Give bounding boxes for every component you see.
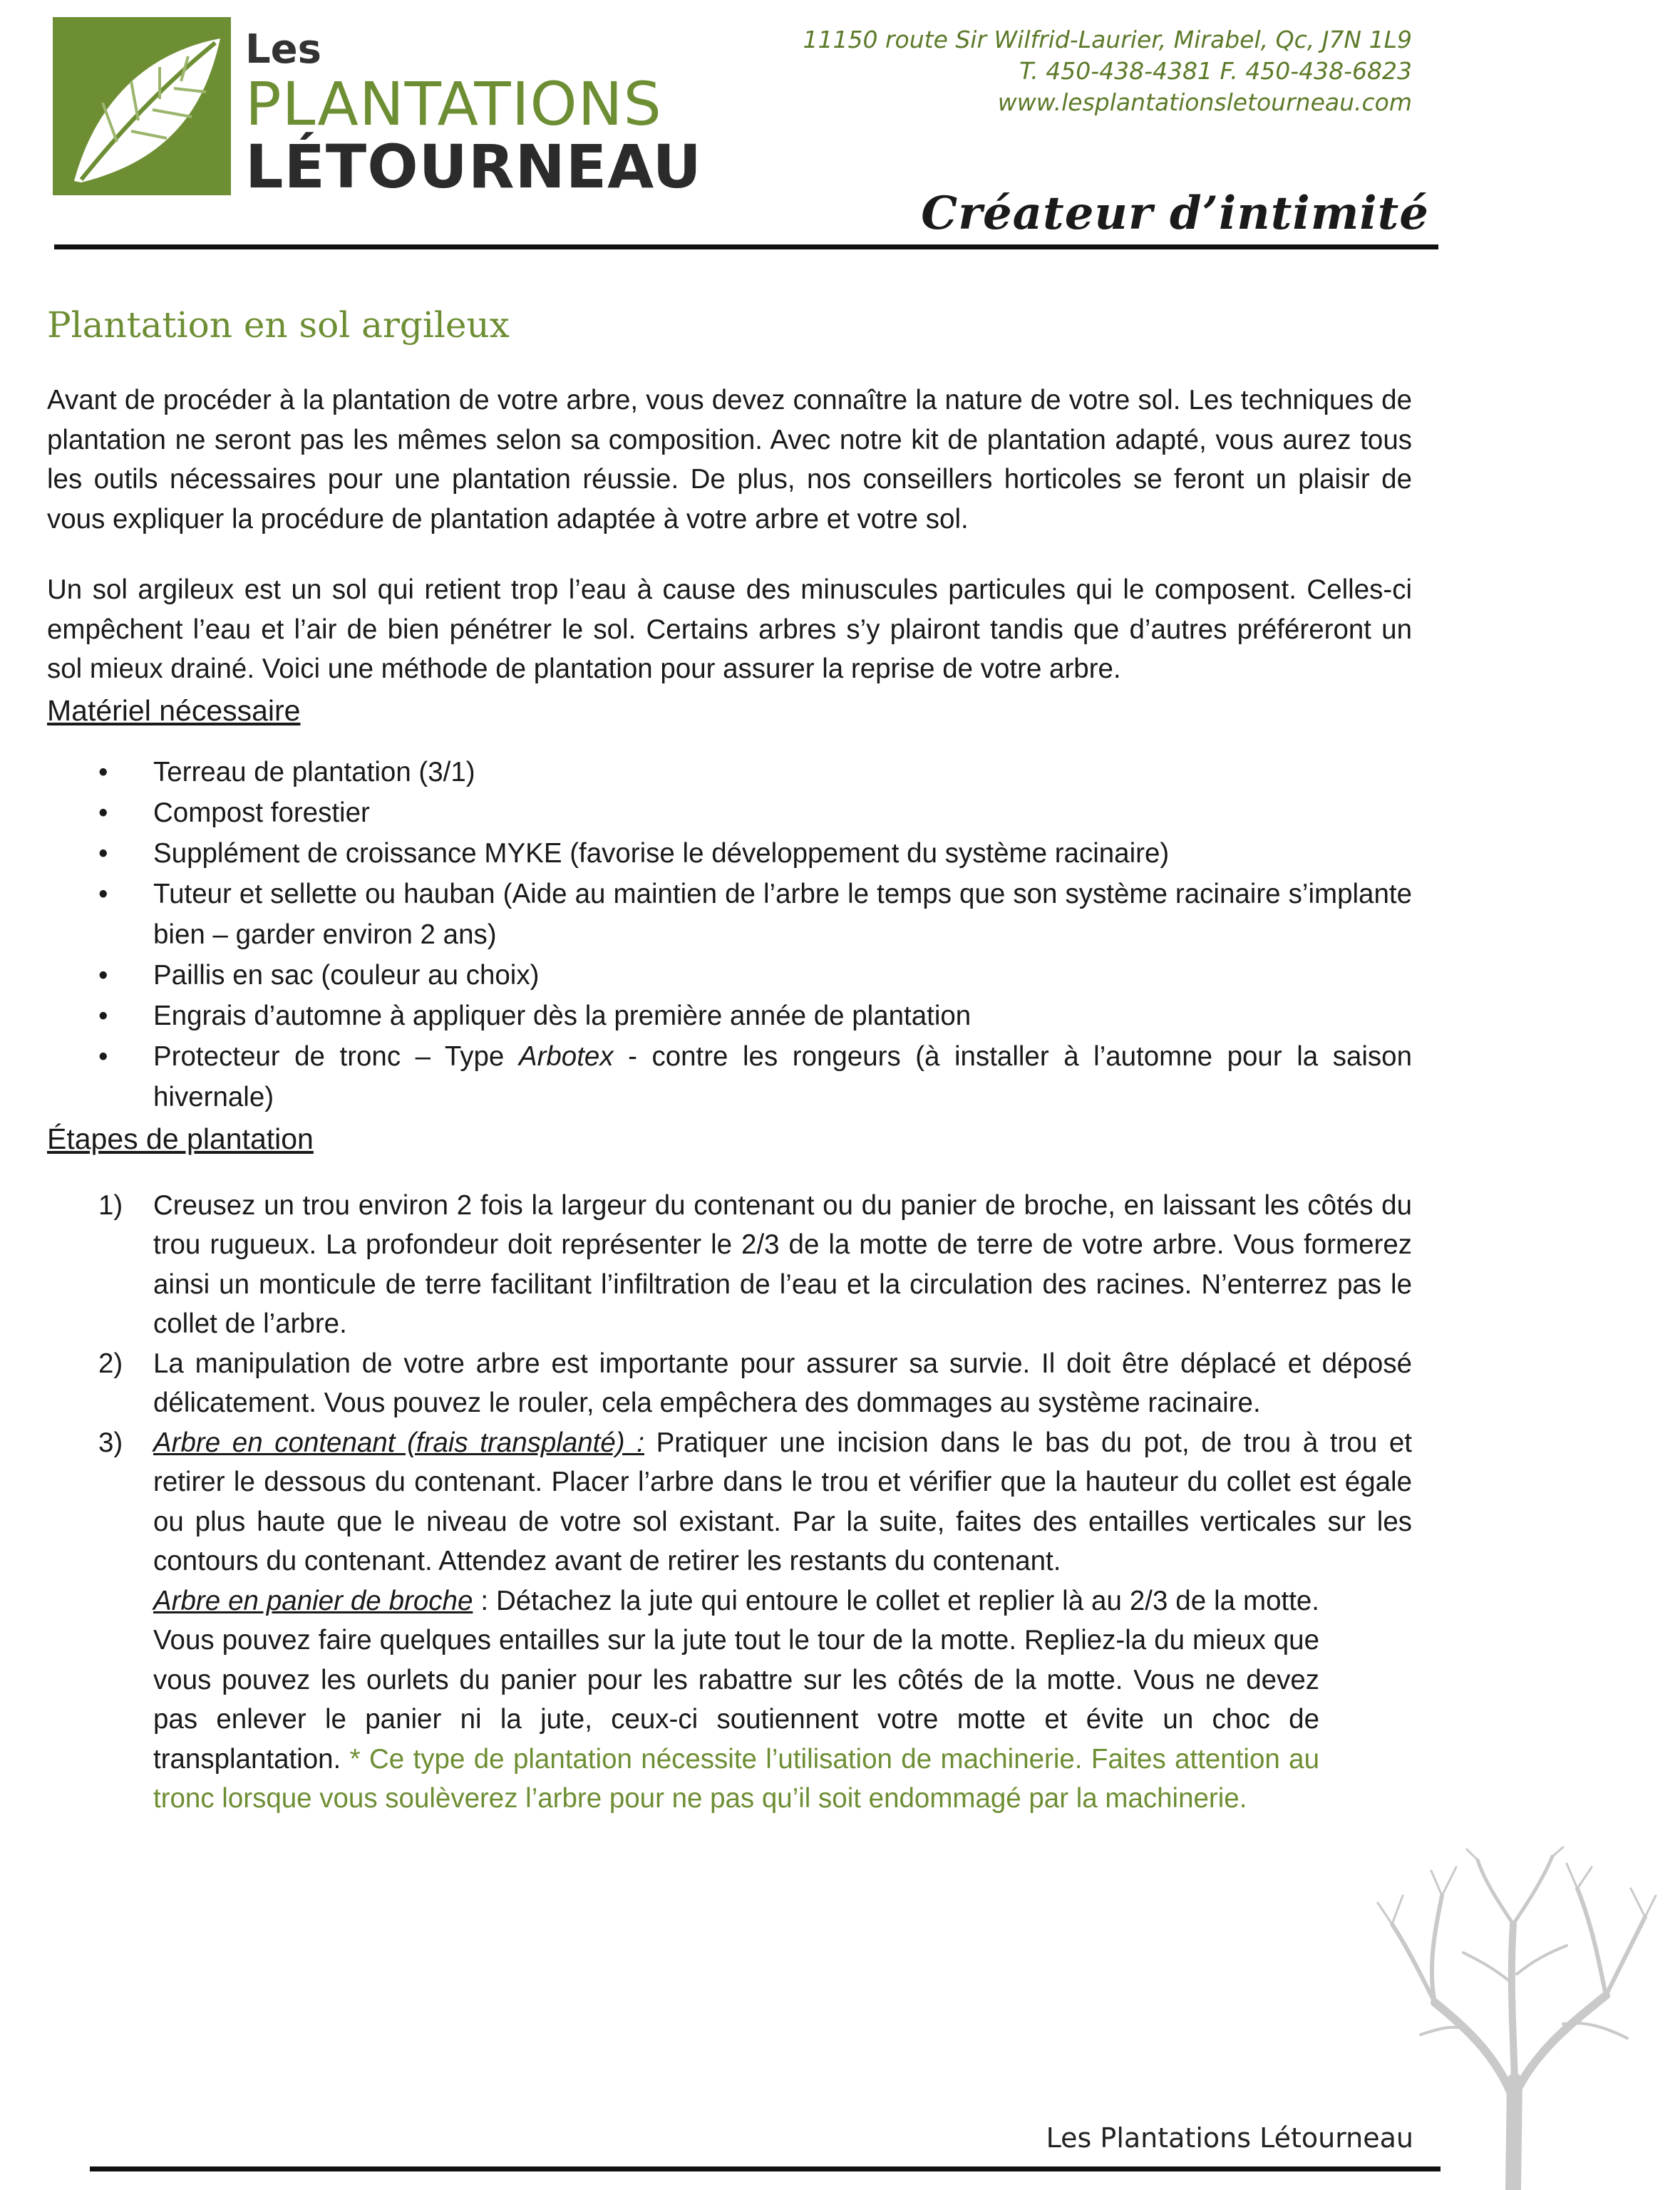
step-text: : Détachez la jute qui entoure le collet et replier là au 2/3 de la motte. Vous pouvez faire quelques entailles sur la jute tout le tour de la motte. Repliez-la du mieux que vous pouvez les ourlets du panier pour les rabattre sur les côtés de la motte. Vous ne devez pas enlever le panier ni la jute, ceux-ci soutiennent votre motte et évite un choc de transplantation.: [153, 1585, 1319, 1775]
step-text: Creusez un trou environ 2 fois la largeur du contenant ou du panier de broche, en laissant les côtés du trou rugueux. La profondeur doit représenter le 2/3 de la motte de terre de votre arbre. Vous formerez ainsi un monticule de terre facilitant l’infiltration de l’eau et la circulation des racines. N’enterrez pas le collet de l’arbre.: [153, 1189, 1412, 1339]
materials-list: [47, 752, 1412, 1117]
step-number: 2): [98, 1348, 123, 1379]
list-item: [47, 874, 1412, 955]
list-item: [47, 792, 1412, 833]
page-title: Plantation en sol argileux: [47, 304, 510, 346]
step-item: [47, 1344, 1412, 1423]
step-subsection: [153, 1581, 1412, 1819]
material-text: Engrais d’automne à appliquer dès la première année de plantation: [153, 1000, 972, 1031]
material-text: Paillis en sac (couleur au choix): [153, 959, 540, 991]
step-number: 1): [98, 1189, 123, 1221]
bullet-icon: •: [98, 1040, 108, 1072]
step-text: Pratiquer une incision dans le bas du pot, de trou à trou et retirer le dessous du contenant. Placer l’arbre dans le trou et vérifier que la hauteur du collet est égale ou plus haute que le niveau de votre sol existant. Par la suite, faites des entailles verticales sur les contours du contenant. Attendez avant de retirer les restants du contenant.: [153, 1427, 1412, 1576]
step-sublabel: Arbre en contenant (frais transplanté) :: [153, 1427, 644, 1458]
material-text-before: Protecteur de tronc – Type: [153, 1040, 519, 1072]
material-brand: Arbotex: [518, 1040, 614, 1072]
company-logo: [53, 17, 702, 202]
phone-line: T. 450-438-4381 F. 450-438-6823: [1019, 57, 1412, 85]
step-item: [47, 1186, 1412, 1344]
material-text: Compost forestier: [153, 797, 370, 828]
step-item: [47, 1423, 1412, 1819]
header-divider: [54, 244, 1438, 249]
bullet-icon: •: [98, 878, 108, 909]
bullet-icon: •: [98, 797, 108, 828]
steps-heading: Étapes de plantation: [47, 1122, 314, 1155]
material-text: Tuteur et sellette ou hauban (Aide au maintien de l’arbre le temps que son système racinaire s’implante bien – garder environ 2 ans): [153, 878, 1412, 950]
bullet-icon: •: [98, 837, 108, 869]
address-line: 11150 route Sir Wilfrid-Laurier, Mirabel, Qc, J7N 1L9: [803, 26, 1412, 53]
bullet-icon: •: [98, 756, 108, 787]
step-text: La manipulation de votre arbre est importante pour assurer sa survie. Il doit être déplacé et déposé délicatement. Vous pouvez le rouler, cela empêchera des dommages au système racinaire.: [153, 1348, 1412, 1418]
material-text-after: - contre les rongeurs (à installer à l’automne pour la saison hivernale): [153, 1040, 1412, 1112]
slogan: Créateur d’intimité: [921, 187, 1429, 240]
steps-list: [47, 1186, 1412, 1819]
material-text: Terreau de plantation (3/1): [153, 756, 475, 787]
step-sublabel: Arbre en panier de broche: [153, 1585, 473, 1616]
bullet-icon: •: [98, 959, 108, 991]
list-item: [47, 752, 1412, 792]
material-text: Supplément de croissance MYKE (favorise le développement du système racinaire): [153, 837, 1170, 869]
footer-company-name: Les Plantations Létourneau: [1046, 2122, 1413, 2154]
list-item: [47, 833, 1412, 874]
document-body: [47, 299, 1412, 1819]
logo-line-les: Les: [245, 26, 321, 73]
list-item: [47, 955, 1412, 996]
bullet-icon: •: [98, 1000, 108, 1031]
machinery-note: * Ce type de plantation nécessite l’utilisation de machinerie. Faites attention au tronc lorsque vous soulèverez l’arbre pour ne pas qu’il soit endommagé par la machinerie.: [153, 1743, 1319, 1814]
website-link[interactable]: www.lesplantationsletourneau.com: [997, 88, 1412, 116]
contact-info: [803, 24, 1412, 118]
intro-paragraph-2: Un sol argileux est un sol qui retient trop l’eau à cause des minuscules particules qui le composent. Celles-ci empêchent l’eau et l’air de bien pénétrer le sol. Certains arbres s’y plairont tandis que d’autres préféreront un sol mieux drainé. Voici une méthode de plantation pour assurer la reprise de votre arbre.: [47, 574, 1412, 684]
footer-divider: [90, 2166, 1441, 2171]
list-item: [47, 1036, 1412, 1117]
list-item: [47, 996, 1412, 1036]
intro-paragraph-1: Avant de procéder à la plantation de votre arbre, vous devez connaître la nature de votre sol. Les techniques de plantation ne seront pas les mêmes selon sa composition. Avec notre kit de plantation adapté, vous aurez tous les outils nécessaires pour une plantation réussie. De plus, nos conseillers horticoles se feront un plaisir de vous expliquer la procédure de plantation adaptée à votre arbre et votre sol.: [47, 385, 1412, 534]
leaf-icon: [53, 17, 231, 195]
materials-heading: Matériel nécessaire: [47, 693, 301, 727]
logo-line-letourneau: LÉTOURNEAU: [245, 132, 702, 202]
step-number: 3): [98, 1427, 123, 1458]
logo-line-plantations: PLANTATIONS: [245, 69, 662, 139]
